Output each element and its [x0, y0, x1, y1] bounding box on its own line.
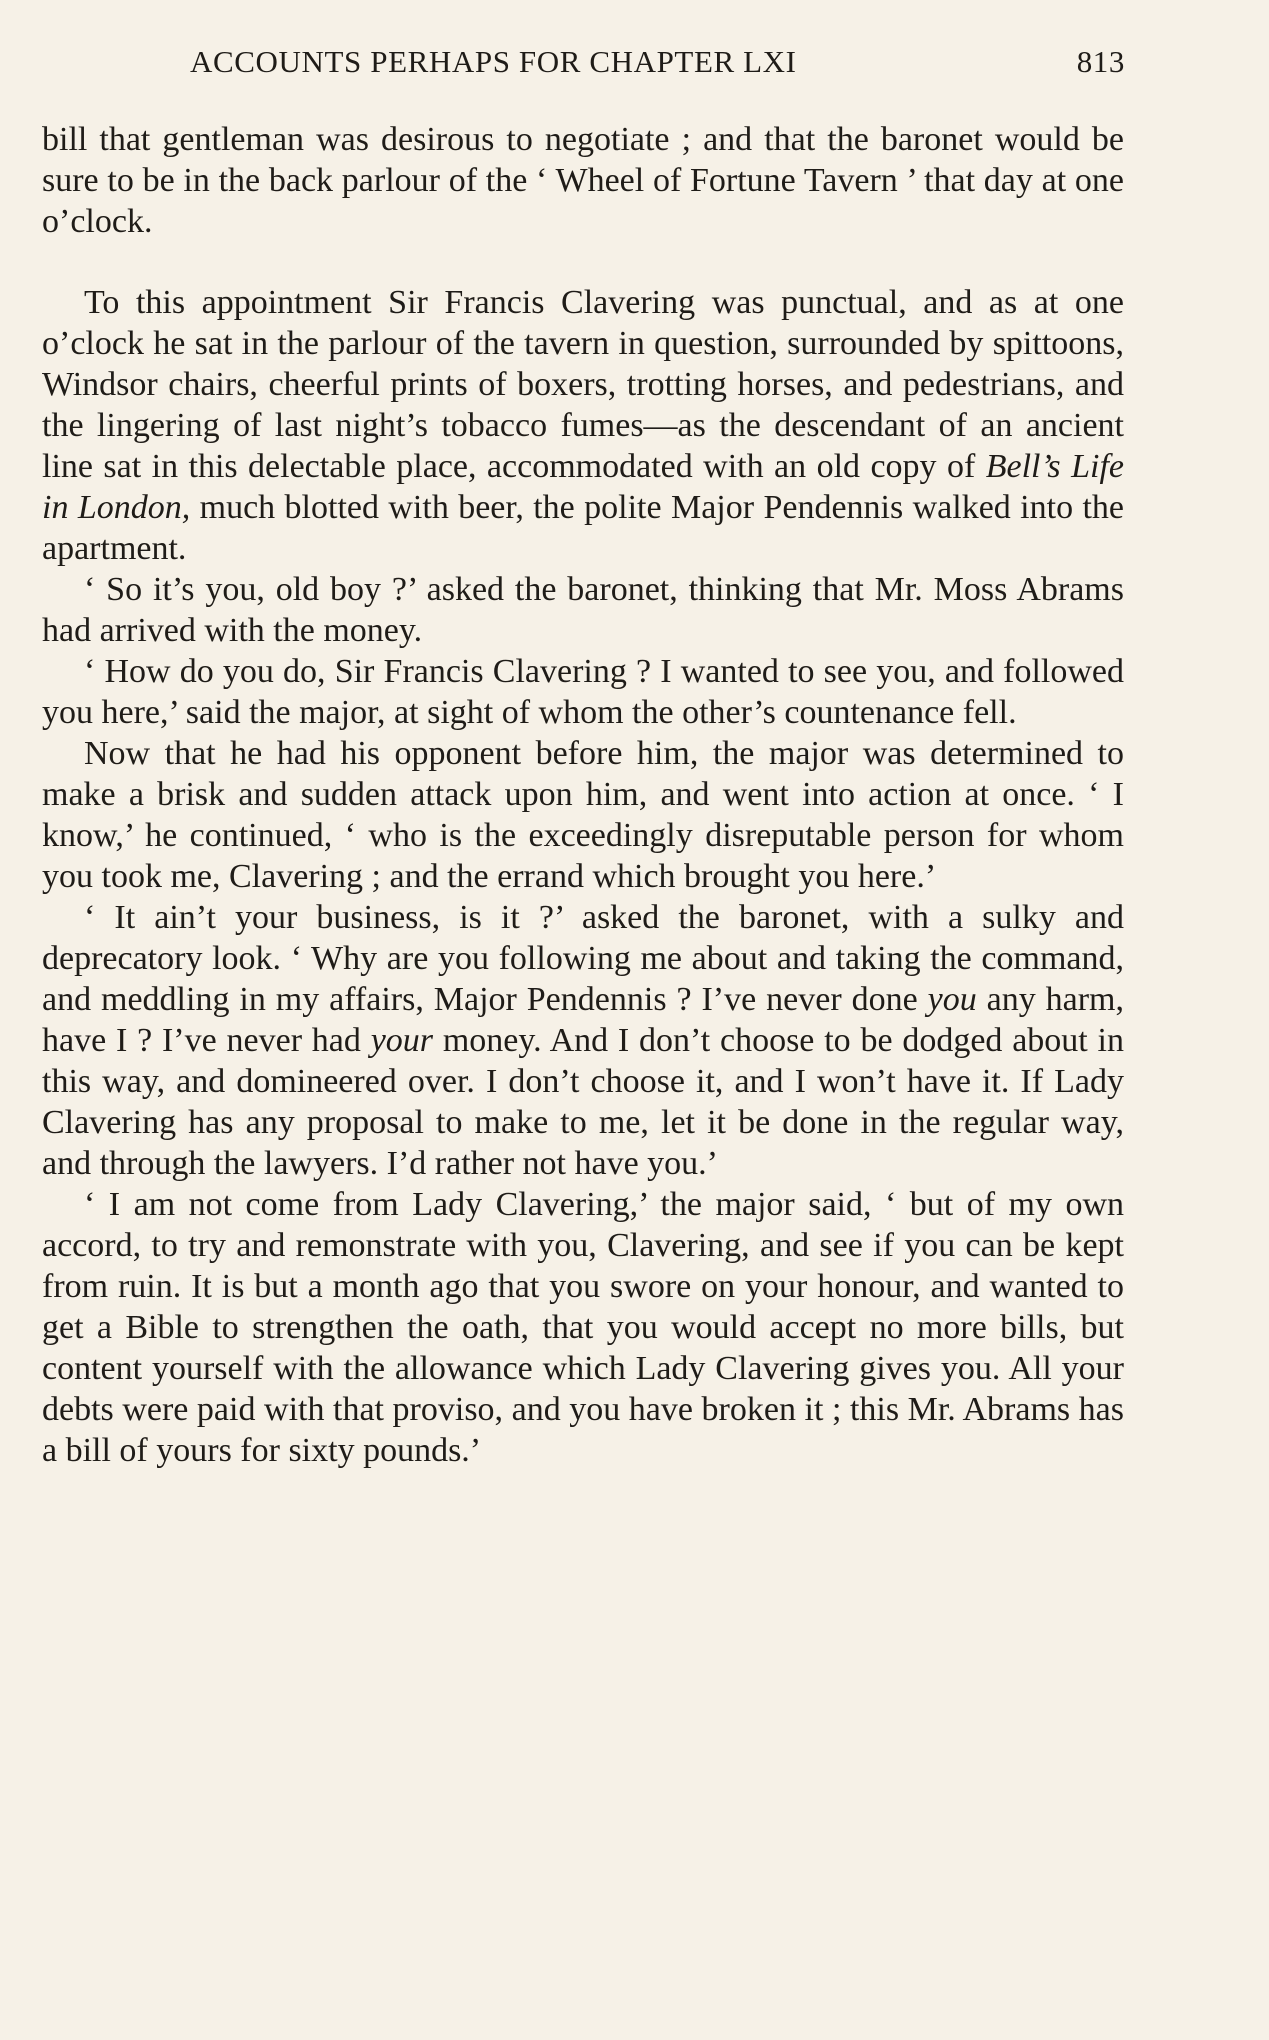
paragraph-dialogue — [42, 897, 1124, 1184]
italic-word: your — [370, 1022, 434, 1059]
running-header — [190, 42, 1125, 82]
paragraph-text: To this appointment Sir Francis Clavering was punctual, and as at one o’clock he sat in the parlour of the tavern in question, surrounded by spittoons, Windsor chairs, cheerful prints of boxers, trotting horses, and pedestrians, and the lingering of last night’s tobacco fumes—as the descendant of an ancient line sat in this delectable place, accommodated with an old copy of — [42, 284, 1124, 485]
paragraph-dialogue: ‘ I am not come from Lady Clavering,’ the major said, ‘ but of my own accord, to try and remonstrate with you, Clavering, and see if you can be kept from ruin. It is but a month ago that you swore on your honour, and wanted to get a Bible to strengthen the oath, that you would accept no more bills, but content yourself with the allowance which Lady Clavering gives you. All your debts were paid with that proviso, and you have broken it ; this Mr. Abrams has a bill of yours for sixty pounds.’ — [42, 1186, 1124, 1469]
paragraph-dialogue: ‘ So it’s you, old boy ?’ asked the baronet, thinking that Mr. Moss Abrams had arrived with the money. — [42, 571, 1124, 649]
paragraph-appointment — [42, 282, 1124, 569]
paragraph-text: money. And I don’t choose to be dodged about in this way, and domineered over. I don’t choose it, and I won’t have it. If Lady Clavering has any proposal to make to me, let it be done in the regular way, and through the lawyers. I’d rather not have you.’ — [42, 1022, 1124, 1182]
page-body — [42, 119, 1124, 1471]
paragraph-text: much blotted with beer, the polite Major Pendennis walked into the apartment. — [42, 489, 1124, 567]
paragraph-continued: bill that gentleman was desirous to negotiate ; and that the baronet would be sure to be in the back parlour of the ‘ Wheel of Fortune Tavern ’ that day at one o’clock. — [42, 121, 1124, 240]
italic-title: Bell’s Life in London, — [42, 448, 1124, 526]
page-number: 813 — [1076, 44, 1125, 79]
chapter-heading: ACCOUNTS PERHAPS FOR CHAPTER LXI — [190, 44, 797, 79]
italic-word: you — [927, 981, 977, 1018]
paragraph-text: ‘ It ain’t your business, is it ?’ asked the baronet, with a sulky and deprecatory look. ‘ Why are you following me about and taking the command, and meddling in my affairs, Major Pendennis ? I’ve never done — [42, 899, 1124, 1018]
paragraph-dialogue: ‘ How do you do, Sir Francis Clavering ? I wanted to see you, and followed you here,’ said the major, at sight of whom the other’s countenance fell. — [42, 653, 1124, 731]
paragraph-text: any harm, have I ? I’ve never had — [42, 981, 1125, 1059]
paragraph-narration: Now that he had his opponent before him, the major was determined to make a brisk and sudden attack upon him, and went into action at once. ‘ I know,’ he continued, ‘ who is the exceedingly disreputable person for whom you took me, Clavering ; and the errand which brought you here.’ — [42, 735, 1124, 895]
